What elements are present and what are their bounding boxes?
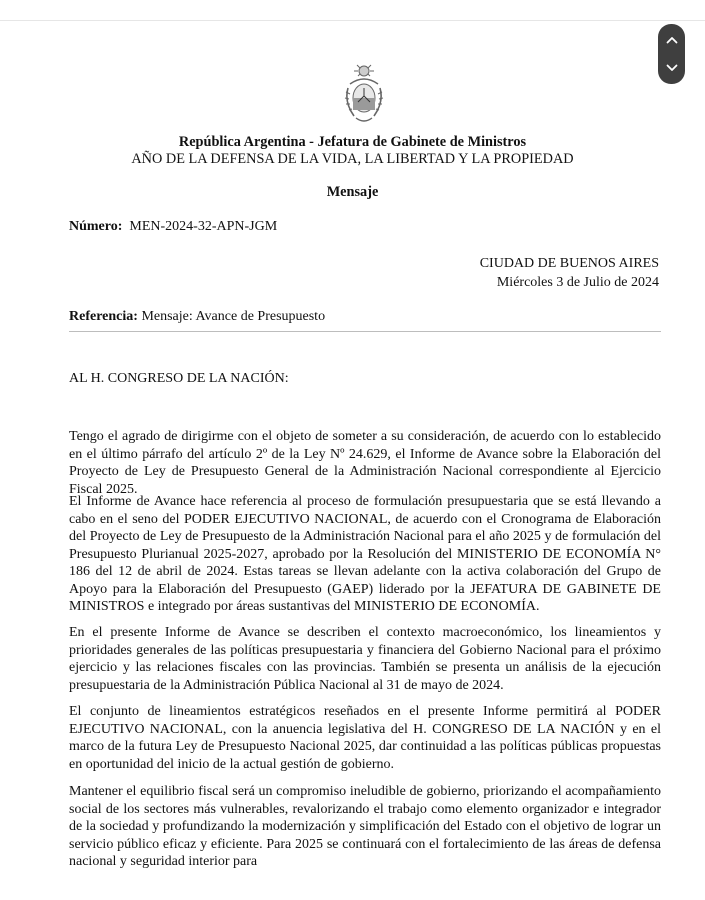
reference-label: Referencia: [69,309,138,324]
reference [69,309,325,325]
chevron-up-icon [666,36,678,44]
paragraph-1: Tengo el agrado de dirigirme con el objeto de someter a su consideración, de acuerdo con lo establecido en el último párrafo del artículo 2º de la Ley Nº 24.629, el Informe de Avance sobre la Elaboración del Proyecto de Ley de Presupuesto General de la Administración Nacional correspondiente al Ejercicio Fiscal 2025. [69,429,661,497]
chevron-down-icon [666,64,678,72]
number-value: MEN-2024-32-APN-JGM [129,219,278,234]
date: Miércoles 3 de Julio de 2024 [496,275,659,290]
scroll-up-button[interactable] [658,25,685,55]
number-label: Número: [69,219,123,234]
reference-value: Mensaje: Avance de Presupuesto [141,309,326,324]
salutation: AL H. CONGRESO DE LA NACIÓN: [69,371,289,386]
city: CIUDAD DE BUENOS AIRES [479,256,659,271]
institution-title: República Argentina - Jefatura de Gabinete de Ministros [178,134,527,150]
paragraph-3: En el presente Informe de Avance se describen el contexto macroeconómico, los lineamientos y prioridades generales de las políticas presupuestaria y financiera del Gobierno Nacional para el próximo ejercicio y las relaciones fiscales con las provincias. También se presenta un análisis de la ejecución presupuestaria de la Administración Pública Nacional al 31 de mayo de 2024. [69,625,661,693]
paragraph-5: Mantener el equilibrio fiscal será un compromiso ineludible de gobierno, priorizando el acompañamiento social de los sectores más vulnerables, revalorizando el trabajo como elemento organizador e integrador de la sociedad y profundizando la modernización y simplificación del Estado con el objetivo de lograr un servicio público eficaz y eficiente. Para 2025 se continuará con el fortalecimiento de las áreas de defensa nacional y seguridad interior para [69,784,661,869]
document-number [69,219,277,235]
top-divider [0,20,705,21]
paragraph-4: El conjunto de lineamientos estratégicos reseñados en el presente Informe permitirá al PODER EJECUTIVO NACIONAL, con la anuencia legislativa del H. CONGRESO DE LA NACIÓN y en el marco de la futura Ley de Presupuesto Nacional 2025, dar continuidad a las políticas públicas propuestas en oportunidad del inicio de la actual gestión de gobierno. [69,704,661,772]
coat-of-arms-icon [340,62,388,126]
page-nav-control [658,24,685,84]
scroll-down-button[interactable] [658,53,685,83]
paragraph-2: El Informe de Avance hace referencia al proceso de formulación presupuestaria que se está llevando a cabo en el seno del PODER EJECUTIVO NACIONAL, de acuerdo con el Cronograma de Elaboración del Proyecto de Ley de Presupuesto de la Administración Nacional para el año 2025 y de formulación del Presupuesto Plurianual 2025-2027, aprobado por la Resolución del MINISTERIO DE ECONOMÍA N° 186 del 12 de abril de 2024. Estas tareas se llevan adelante con la activa colaboración del Grupo de Apoyo para la Elaboración del Presupuesto (GAEP) liderado por la JEFATURA DE GABINETE DE MINISTROS e integrado por áreas sustantivas del MINISTERIO DE ECONOMÍA. [69,494,661,614]
document-type: Mensaje [326,184,379,200]
header-divider [69,331,661,332]
year-motto: AÑO DE LA DEFENSA DE LA VIDA, LA LIBERTAD Y LA PROPIEDAD [131,151,574,167]
